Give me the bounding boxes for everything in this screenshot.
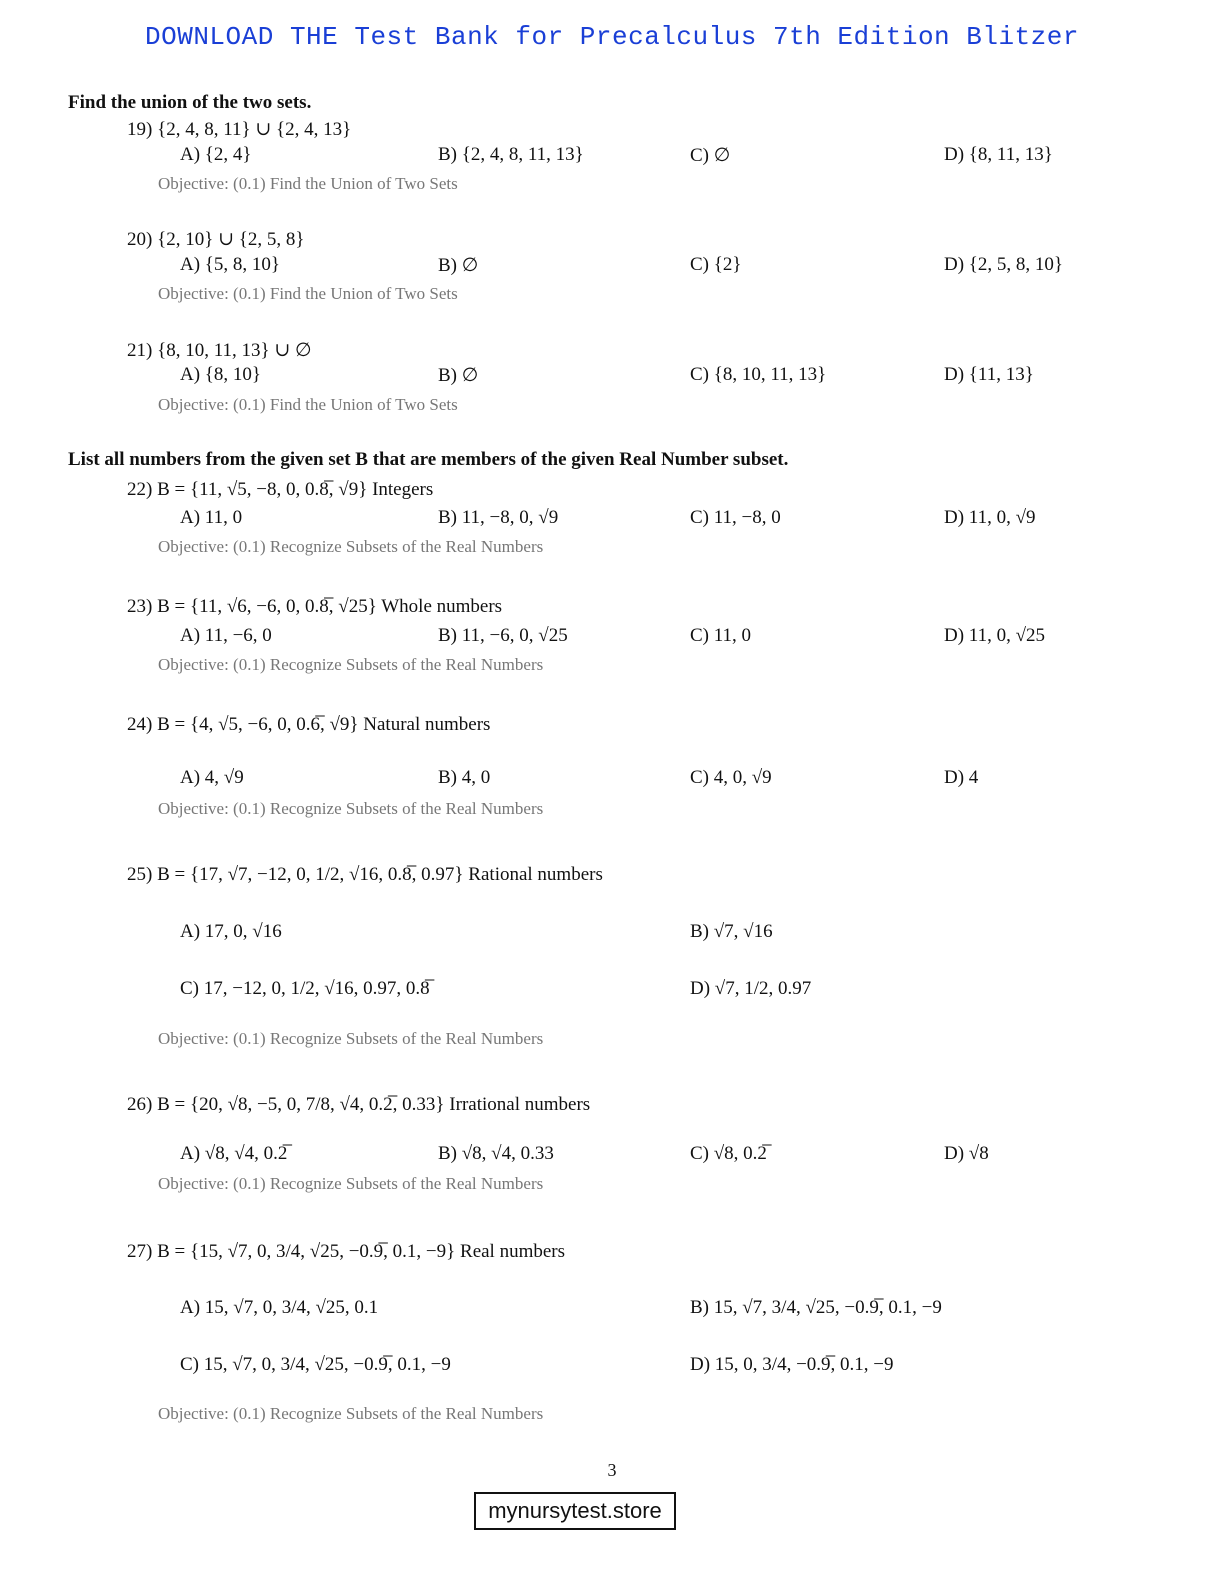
option-26-a[interactable]: A) √8, √4, 0.2̅ <box>180 1143 288 1164</box>
option-27-d[interactable]: D) 15, 0, 3/4, −0.9̅, 0.1, −9 <box>690 1354 894 1375</box>
option-24-d[interactable]: D) 4 <box>944 767 979 788</box>
question-number: 24) <box>127 714 153 735</box>
question-stem: B = {11, √6, −6, 0, 0.8̅, √25} Whole numbers <box>157 596 503 617</box>
section-heading-union: Find the union of the two sets. <box>68 92 312 113</box>
question-stem: {8, 10, 11, 13} ∪ ∅ <box>157 340 312 361</box>
question-number: 25) <box>127 864 153 885</box>
option-21-b[interactable]: B) ∅ <box>438 365 479 386</box>
objective-21: Objective: (0.1) Find the Union of Two Sets <box>158 395 458 414</box>
option-25-a[interactable]: A) 17, 0, √16 <box>180 921 282 942</box>
option-27-b[interactable]: B) 15, √7, 3/4, √25, −0.9̅, 0.1, −9 <box>690 1297 942 1318</box>
objective-23: Objective: (0.1) Recognize Subsets of the Real Numbers <box>158 655 544 674</box>
section-heading-subsets: List all numbers from the given set B that are members of the given Real Number subset. <box>68 449 789 470</box>
page-number: 3 <box>607 1460 617 1480</box>
question-number: 22) <box>127 479 153 500</box>
option-23-a[interactable]: A) 11, −6, 0 <box>180 625 272 646</box>
option-24-c[interactable]: C) 4, 0, √9 <box>690 767 772 788</box>
question-stem: B = {15, √7, 0, 3/4, √25, −0.9̅, 0.1, −9} Real numbers <box>157 1241 566 1262</box>
option-22-d[interactable]: D) 11, 0, √9 <box>944 507 1036 528</box>
option-20-a[interactable]: A) {5, 8, 10} <box>180 254 281 275</box>
option-25-b[interactable]: B) √7, √16 <box>690 921 773 942</box>
question-stem: B = {20, √8, −5, 0, 7/8, √4, 0.2̅, 0.33} Irrational numbers <box>157 1094 591 1115</box>
objective-25: Objective: (0.1) Recognize Subsets of the Real Numbers <box>158 1029 544 1048</box>
question-19 <box>127 118 351 141</box>
option-27-c[interactable]: C) 15, √7, 0, 3/4, √25, −0.9̅, 0.1, −9 <box>180 1354 451 1375</box>
option-19-a[interactable]: A) {2, 4} <box>180 144 252 165</box>
option-22-b[interactable]: B) 11, −8, 0, √9 <box>438 507 559 528</box>
option-20-b[interactable]: B) ∅ <box>438 255 479 276</box>
objective-19: Objective: (0.1) Find the Union of Two Sets <box>158 174 458 193</box>
question-stem: {2, 10} ∪ {2, 5, 8} <box>157 229 305 250</box>
option-20-d[interactable]: D) {2, 5, 8, 10} <box>944 254 1064 275</box>
option-26-b[interactable]: B) √8, √4, 0.33 <box>438 1143 554 1164</box>
question-21 <box>127 339 312 362</box>
question-20 <box>127 228 304 251</box>
option-21-a[interactable]: A) {8, 10} <box>180 364 262 385</box>
question-number: 19) <box>127 119 153 140</box>
question-stem: B = {17, √7, −12, 0, 1/2, √16, 0.8̅, 0.97} Rational numbers <box>157 864 603 885</box>
question-25 <box>127 864 603 886</box>
option-26-d[interactable]: D) √8 <box>944 1143 989 1164</box>
option-23-c[interactable]: C) 11, 0 <box>690 625 752 646</box>
option-24-a[interactable]: A) 4, √9 <box>180 767 244 788</box>
option-22-a[interactable]: A) 11, 0 <box>180 507 243 528</box>
option-25-d[interactable]: D) √7, 1/2, 0.97 <box>690 978 812 999</box>
question-stem: {2, 4, 8, 11} ∪ {2, 4, 13} <box>157 119 352 140</box>
option-20-c[interactable]: C) {2} <box>690 254 742 275</box>
option-24-b[interactable]: B) 4, 0 <box>438 767 491 788</box>
question-number: 21) <box>127 340 153 361</box>
option-27-a[interactable]: A) 15, √7, 0, 3/4, √25, 0.1 <box>180 1297 379 1318</box>
option-19-d[interactable]: D) {8, 11, 13} <box>944 144 1053 165</box>
page-header-link[interactable]: DOWNLOAD THE Test Bank for Precalculus 7th Edition Blitzer <box>145 22 1079 52</box>
option-23-b[interactable]: B) 11, −6, 0, √25 <box>438 625 568 646</box>
objective-20: Objective: (0.1) Find the Union of Two Sets <box>158 284 458 303</box>
option-19-c[interactable]: C) ∅ <box>690 145 731 166</box>
question-24 <box>127 714 490 736</box>
question-stem: B = {11, √5, −8, 0, 0.8̅, √9} Integers <box>157 479 434 500</box>
question-22 <box>127 479 433 501</box>
question-number: 26) <box>127 1094 153 1115</box>
footer-site-link[interactable]: mynursytest.store <box>474 1492 676 1530</box>
option-23-d[interactable]: D) 11, 0, √25 <box>944 625 1046 646</box>
question-number: 23) <box>127 596 153 617</box>
question-26 <box>127 1094 590 1116</box>
option-25-c[interactable]: C) 17, −12, 0, 1/2, √16, 0.97, 0.8̅ <box>180 978 430 999</box>
option-26-c[interactable]: C) √8, 0.2̅ <box>690 1143 767 1164</box>
question-stem: B = {4, √5, −6, 0, 0.6̅, √9} Natural numbers <box>157 714 491 735</box>
question-number: 20) <box>127 229 153 250</box>
option-21-c[interactable]: C) {8, 10, 11, 13} <box>690 364 827 385</box>
option-19-b[interactable]: B) {2, 4, 8, 11, 13} <box>438 144 584 165</box>
objective-24: Objective: (0.1) Recognize Subsets of the Real Numbers <box>158 799 544 818</box>
question-number: 27) <box>127 1241 153 1262</box>
objective-27: Objective: (0.1) Recognize Subsets of the Real Numbers <box>158 1404 544 1423</box>
option-22-c[interactable]: C) 11, −8, 0 <box>690 507 781 528</box>
option-21-d[interactable]: D) {11, 13} <box>944 364 1034 385</box>
question-27 <box>127 1241 565 1263</box>
objective-22: Objective: (0.1) Recognize Subsets of the Real Numbers <box>158 537 544 556</box>
objective-26: Objective: (0.1) Recognize Subsets of the Real Numbers <box>158 1174 544 1193</box>
question-23 <box>127 596 502 618</box>
